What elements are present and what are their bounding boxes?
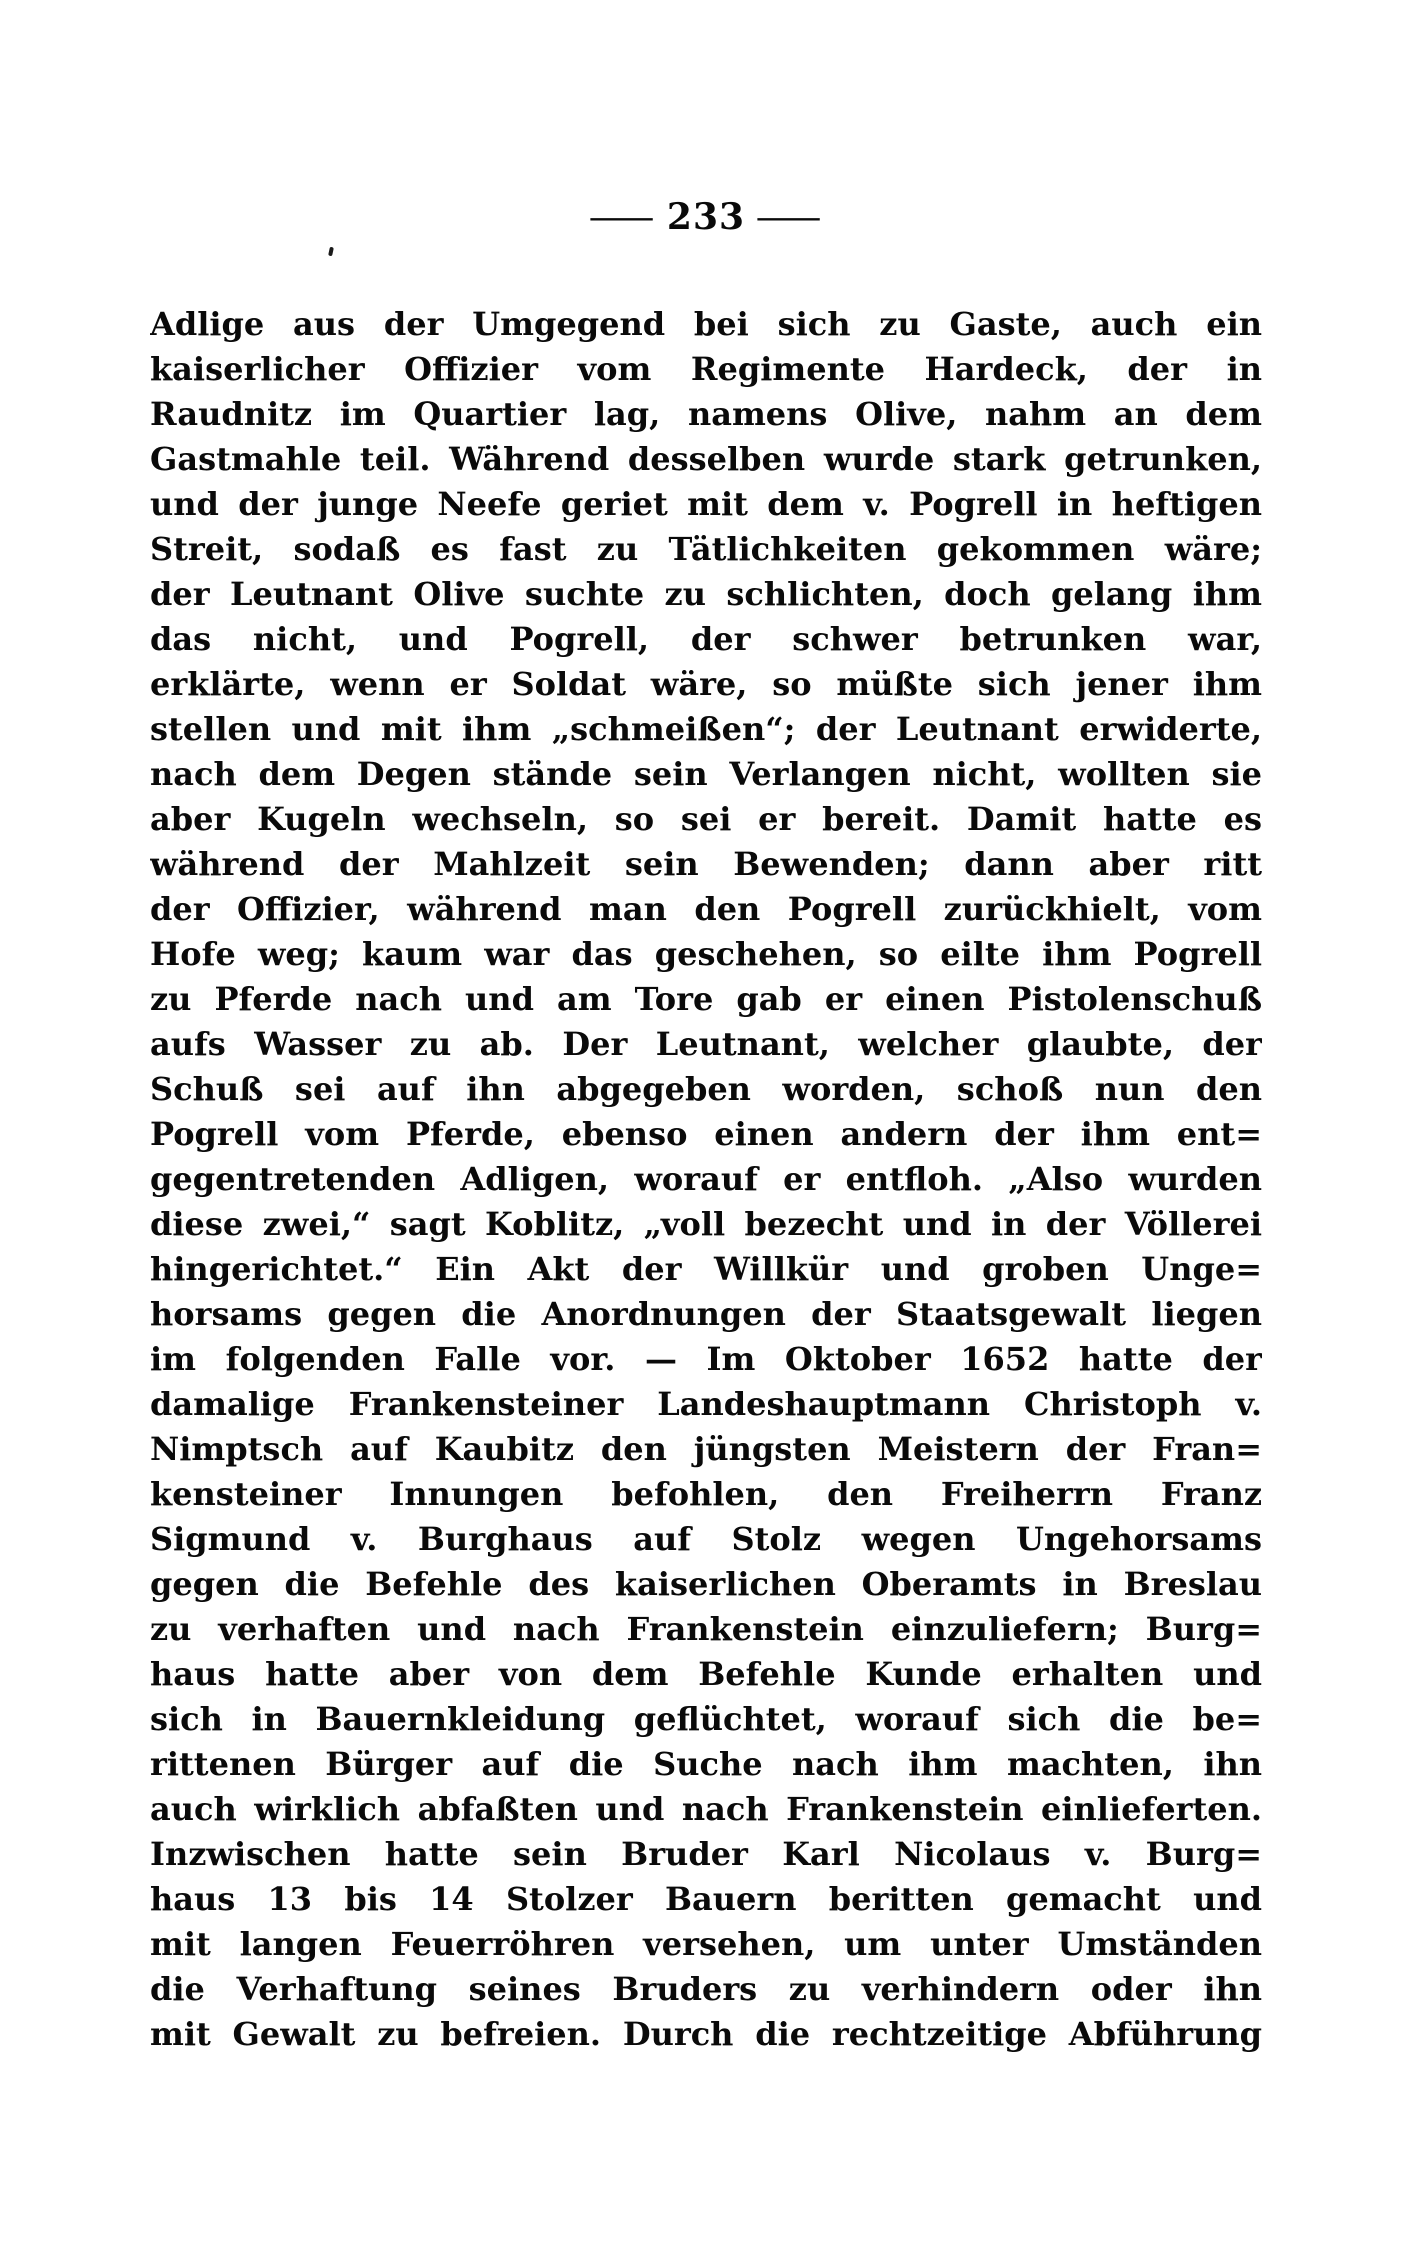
header-right-dash: — bbox=[754, 197, 825, 238]
text-line: Adlige aus der Umgegend bei sich zu Gaste, auch ein bbox=[150, 305, 1262, 343]
text-line: auch wirklich abfaßten und nach Frankenstein einlieferten. bbox=[150, 1790, 1262, 1828]
text-line: Sigmund v. Burghaus auf Stolz wegen Ungehorsams bbox=[150, 1520, 1262, 1558]
text-line: im folgenden Falle vor. — Im Oktober 1652 hatte der bbox=[150, 1340, 1262, 1378]
text-line: Raudnitz im Quartier lag, namens Olive, nahm an dem bbox=[150, 395, 1262, 433]
scan-speck bbox=[328, 247, 334, 257]
text-line: kensteiner Innungen befohlen, den Freiherrn Franz bbox=[150, 1475, 1262, 1513]
text-line: aber Kugeln wechseln, so sei er bereit. Damit hatte es bbox=[150, 800, 1262, 838]
text-line: Nimptsch auf Kaubitz den jüngsten Meistern der Fran= bbox=[150, 1430, 1262, 1468]
header-left-dash: — bbox=[587, 197, 658, 238]
text-line: mit langen Feuerröhren versehen, um unter Umständen bbox=[150, 1925, 1262, 1963]
text-line: sich in Bauernkleidung geflüchtet, worauf sich die be= bbox=[150, 1700, 1262, 1738]
body-text bbox=[150, 302, 1262, 2057]
page-header bbox=[150, 196, 1262, 238]
text-line: nach dem Degen stände sein Verlangen nicht, wollten sie bbox=[150, 755, 1262, 793]
text-line: rittenen Bürger auf die Suche nach ihm machten, ihn bbox=[150, 1745, 1262, 1783]
text-line: der Leutnant Olive suchte zu schlichten, doch gelang ihm bbox=[150, 575, 1262, 613]
text-line: Inzwischen hatte sein Bruder Karl Nicolaus v. Burg= bbox=[150, 1835, 1262, 1873]
text-line: haus 13 bis 14 Stolzer Bauern beritten gemacht und bbox=[150, 1880, 1262, 1918]
text-line: gegentretenden Adligen, worauf er entfloh. „Also wurden bbox=[150, 1160, 1262, 1198]
text-line: gegen die Befehle des kaiserlichen Oberamts in Breslau bbox=[150, 1565, 1262, 1603]
text-line: Pogrell vom Pferde, ebenso einen andern der ihm ent= bbox=[150, 1115, 1262, 1153]
text-line: mit Gewalt zu befreien. Durch die rechtzeitige Abführung bbox=[150, 2015, 1262, 2053]
text-line: zu verhaften und nach Frankenstein einzuliefern; Burg= bbox=[150, 1610, 1262, 1648]
text-line: zu Pferde nach und am Tore gab er einen Pistolenschuß bbox=[150, 980, 1262, 1018]
text-line: horsams gegen die Anordnungen der Staatsgewalt liegen bbox=[150, 1295, 1262, 1333]
text-line: erklärte, wenn er Soldat wäre, so müßte sich jener ihm bbox=[150, 665, 1262, 703]
text-line: und der junge Neefe geriet mit dem v. Pogrell in heftigen bbox=[150, 485, 1262, 523]
text-line: Hofe weg; kaum war das geschehen, so eilte ihm Pogrell bbox=[150, 935, 1262, 973]
text-line: während der Mahlzeit sein Bewenden; dann aber ritt bbox=[150, 845, 1262, 883]
text-line: hingerichtet.“ Ein Akt der Willkür und groben Unge= bbox=[150, 1250, 1262, 1288]
text-line: damalige Frankensteiner Landeshauptmann Christoph v. bbox=[150, 1385, 1262, 1423]
text-line: Gastmahle teil. Während desselben wurde stark getrunken, bbox=[150, 440, 1262, 478]
text-line: stellen und mit ihm „schmeißen“; der Leutnant erwiderte, bbox=[150, 710, 1262, 748]
page-number: 233 bbox=[666, 196, 746, 238]
text-line: Streit, sodaß es fast zu Tätlichkeiten gekommen wäre; bbox=[150, 530, 1262, 568]
text-line: aufs Wasser zu ab. Der Leutnant, welcher glaubte, der bbox=[150, 1025, 1262, 1063]
text-line: das nicht, und Pogrell, der schwer betrunken war, bbox=[150, 620, 1262, 658]
text-line: kaiserlicher Offizier vom Regimente Hardeck, der in bbox=[150, 350, 1262, 388]
text-line: diese zwei,“ sagt Koblitz, „voll bezecht und in der Völlerei bbox=[150, 1205, 1262, 1243]
text-line: die Verhaftung seines Bruders zu verhindern oder ihn bbox=[150, 1970, 1262, 2008]
text-line: der Offizier, während man den Pogrell zurückhielt, vom bbox=[150, 890, 1262, 928]
text-line: haus hatte aber von dem Befehle Kunde erhalten und bbox=[150, 1655, 1262, 1693]
text-line: Schuß sei auf ihn abgegeben worden, schoß nun den bbox=[150, 1070, 1262, 1108]
